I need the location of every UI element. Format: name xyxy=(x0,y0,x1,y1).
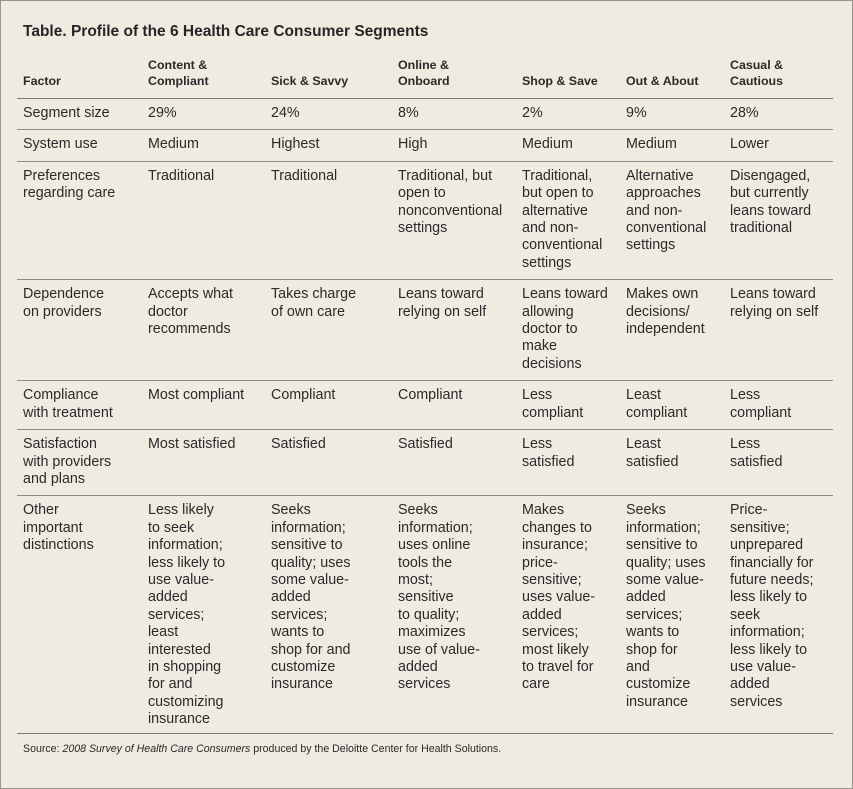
row-label: Other important distinctions xyxy=(17,496,142,733)
table-cell: Traditional xyxy=(265,161,392,279)
table-cell: Least satisfied xyxy=(620,430,724,496)
column-header-shop-save: Shop & Save xyxy=(516,57,620,99)
table-cell: Makes changes to insurance; price- sensitive; uses value- added services; most likely to travel for care xyxy=(516,496,620,733)
table-cell: Medium xyxy=(516,130,620,161)
table-row-preferences xyxy=(17,161,833,279)
table-cell: Leans toward relying on self xyxy=(724,280,833,381)
table-row-compliance xyxy=(17,381,833,430)
table-cell: High xyxy=(392,130,516,161)
row-label: Satisfaction with providers and plans xyxy=(17,430,142,496)
column-header-out-about: Out & About xyxy=(620,57,724,99)
segment-profile-table xyxy=(17,57,833,734)
table-cell: Takes charge of own care xyxy=(265,280,392,381)
table-cell: Medium xyxy=(620,130,724,161)
table-cell: Most compliant xyxy=(142,381,265,430)
column-header-factor: Factor xyxy=(17,57,142,99)
table-cell: Satisfied xyxy=(392,430,516,496)
table-cell: 2% xyxy=(516,99,620,130)
table-cell: 8% xyxy=(392,99,516,130)
row-label: Preferences regarding care xyxy=(17,161,142,279)
table-header-row xyxy=(17,57,833,99)
table-cell: Least compliant xyxy=(620,381,724,430)
table-cell: Accepts what doctor recommends xyxy=(142,280,265,381)
table-body xyxy=(17,99,833,734)
table-cell: Seeks information; sensitive to quality; uses some value- added services; wants to shop for and customize insurance xyxy=(265,496,392,733)
table-row-satisfaction xyxy=(17,430,833,496)
source-suffix: produced by the Deloitte Center for Health Solutions. xyxy=(250,743,502,755)
table-cell: Less compliant xyxy=(516,381,620,430)
table-cell: Lower xyxy=(724,130,833,161)
table-cell: Traditional xyxy=(142,161,265,279)
table-cell: Seeks information; uses online tools the most; sensitive to quality; maximizes use of value- added services xyxy=(392,496,516,733)
row-label: Dependence on providers xyxy=(17,280,142,381)
table-cell: Traditional, but open to alternative and non- conventional settings xyxy=(516,161,620,279)
table-cell: Medium xyxy=(142,130,265,161)
table-cell: Price- sensitive; unprepared financially for future needs; less likely to seek information; less likely to use value- added services xyxy=(724,496,833,733)
table-cell: Less compliant xyxy=(724,381,833,430)
table-cell: Less satisfied xyxy=(516,430,620,496)
table-title: Table. Profile of the 6 Health Care Consumer Segments xyxy=(23,23,429,40)
row-label: Compliance with treatment xyxy=(17,381,142,430)
table-cell: Traditional, but open to nonconventional settings xyxy=(392,161,516,279)
table-cell: Disengaged, but currently leans toward traditional xyxy=(724,161,833,279)
table-cell: Most satisfied xyxy=(142,430,265,496)
table-row-system-use xyxy=(17,130,833,161)
column-header-casual-cautious: Casual & Cautious xyxy=(724,57,833,99)
table-cell: 24% xyxy=(265,99,392,130)
table-cell: Satisfied xyxy=(265,430,392,496)
column-header-sick-savvy: Sick & Savvy xyxy=(265,57,392,99)
source-survey-title: 2008 Survey of Health Care Consumers xyxy=(62,743,251,755)
table-cell: Makes own decisions/ independent xyxy=(620,280,724,381)
table-cell: 9% xyxy=(620,99,724,130)
table-cell: Compliant xyxy=(265,381,392,430)
table-row-dependence xyxy=(17,280,833,381)
table-cell: Leans toward relying on self xyxy=(392,280,516,381)
table-cell: 28% xyxy=(724,99,833,130)
row-label: Segment size xyxy=(17,99,142,130)
column-header-content-compliant: Content & Compliant xyxy=(142,57,265,99)
table-cell: Less satisfied xyxy=(724,430,833,496)
table-cell: Highest xyxy=(265,130,392,161)
column-header-online-onboard: Online & Onboard xyxy=(392,57,516,99)
table-cell: Seeks information; sensitive to quality; uses some value- added services; wants to shop for and customize insurance xyxy=(620,496,724,733)
table-cell: Compliant xyxy=(392,381,516,430)
table-row-segment-size xyxy=(17,99,833,130)
source-prefix: Source: xyxy=(23,743,63,755)
table-row-other-distinctions xyxy=(17,496,833,733)
row-label: System use xyxy=(17,130,142,161)
table-cell: Less likely to seek information; less likely to use value- added services; least interested in shopping for and customizing insurance xyxy=(142,496,265,733)
table-cell: Alternative approaches and non- conventional settings xyxy=(620,161,724,279)
source-note xyxy=(23,743,501,755)
table-cell: 29% xyxy=(142,99,265,130)
table-cell: Leans toward allowing doctor to make decisions xyxy=(516,280,620,381)
